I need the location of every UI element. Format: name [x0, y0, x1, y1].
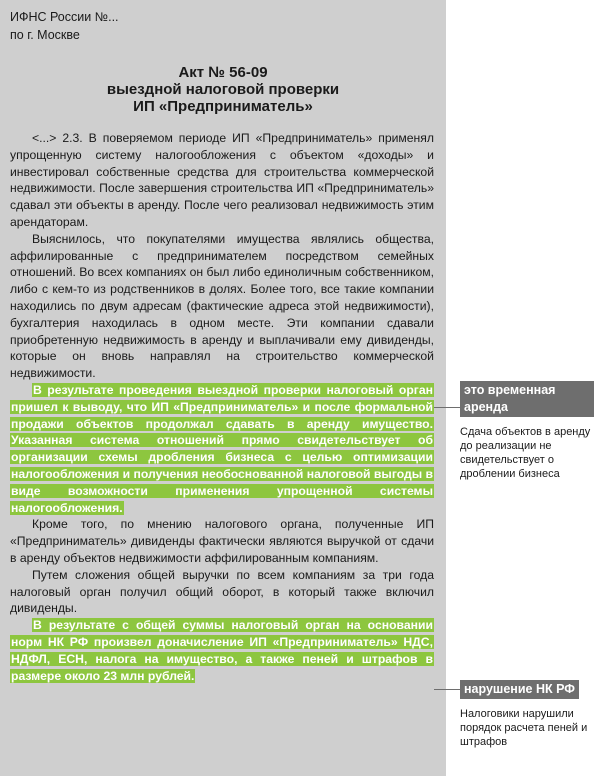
title-entrepreneur: ИП «Предприниматель»: [133, 98, 313, 115]
highlight-assessment: В результате с общей суммы налоговый орган на основании норм НК РФ произвел доначисление ИП «Предприниматель» НДС, НДФЛ, ЕСН, налога на имущество, а также пеней и штрафов в размере около 23 млн рублей.: [11, 618, 433, 683]
sidenote-heading-temporary-lease: это временная аренда: [460, 381, 594, 417]
document-body: [10, 130, 434, 684]
paragraph-assessment-highlighted: [10, 617, 434, 684]
sidenote-text-temporary-lease: Сдача объектов в аренду до реализации не свидетельствует о дроблении бизнеса: [460, 426, 591, 480]
sidenote-text-tax-code-violation: Налоговики нарушили порядок расчета пеней и штрафов: [460, 708, 588, 748]
sidenote-temporary-lease: [460, 381, 594, 481]
paragraph-dividends: Кроме того, по мнению налогового органа, полученные ИП «Предприниматель» дивиденды фактически являются выручкой от сдачи в аренду объектов недвижимости аффилированным компаниям.: [10, 517, 434, 565]
header-line-inspectorate: ИФНС России №...: [10, 10, 119, 24]
document-title: [0, 64, 446, 115]
paragraph-affiliation: Выяснилось, что покупателями имущества являлись общества, аффилированные с предпринимателем посредством семейных отношений. Во всех компаниях он был либо единоличным собственником, либо с кем-то из родственников в долях. Более того, все такие компании находились по двум адресам (фактические адреса этой недвижимости), бухгалтерия находилась в одном месте. Эти компании сдавали приобретенную недвижимость в аренду и выплачивали ему дивиденды, которые он вновь направлял на строительство коммерческой недвижимости.: [10, 231, 434, 381]
header-line-city: по г. Москве: [10, 28, 80, 42]
paragraph-intro: <...> 2.3. В поверяемом периоде ИП «Предприниматель» применял упрощенную систему налогообложения с объектом «доходы» и инвестировал собственные средства для строительства коммерческой недвижимости. После завершения строительства ИП «Предприниматель» сдавал эти объекты в аренду. После чего реализовал недвижимость этим арендаторам.: [10, 131, 434, 229]
sidenote-heading-tax-code-violation: нарушение НК РФ: [460, 680, 579, 699]
document-header: [10, 8, 119, 44]
highlight-conclusion: В результате проведения выездной проверки налоговый орган пришел к выводу, что ИП «Предприниматель» и после формальной продажи объектов продолжал сдавать в аренду имущество. Указанная система отношений прямо свидетельствует об организации схемы дробления бизнеса с целью оптимизации налогообложения и получения необоснованной налоговой выгоды в виде возможности применения упрощенной системы налогообложения.: [11, 382, 434, 515]
title-act-number: Акт № 56-09: [178, 64, 268, 81]
paragraph-turnover: Путем сложения общей выручки по всем компаниям за три года налоговый орган получил общий оборот, в который также включил дивиденды.: [10, 567, 434, 616]
sidenote-tax-code-violation: [460, 680, 594, 749]
paragraph-conclusion-highlighted: [10, 382, 434, 516]
title-act-type: выездной налоговой проверки: [106, 81, 340, 98]
